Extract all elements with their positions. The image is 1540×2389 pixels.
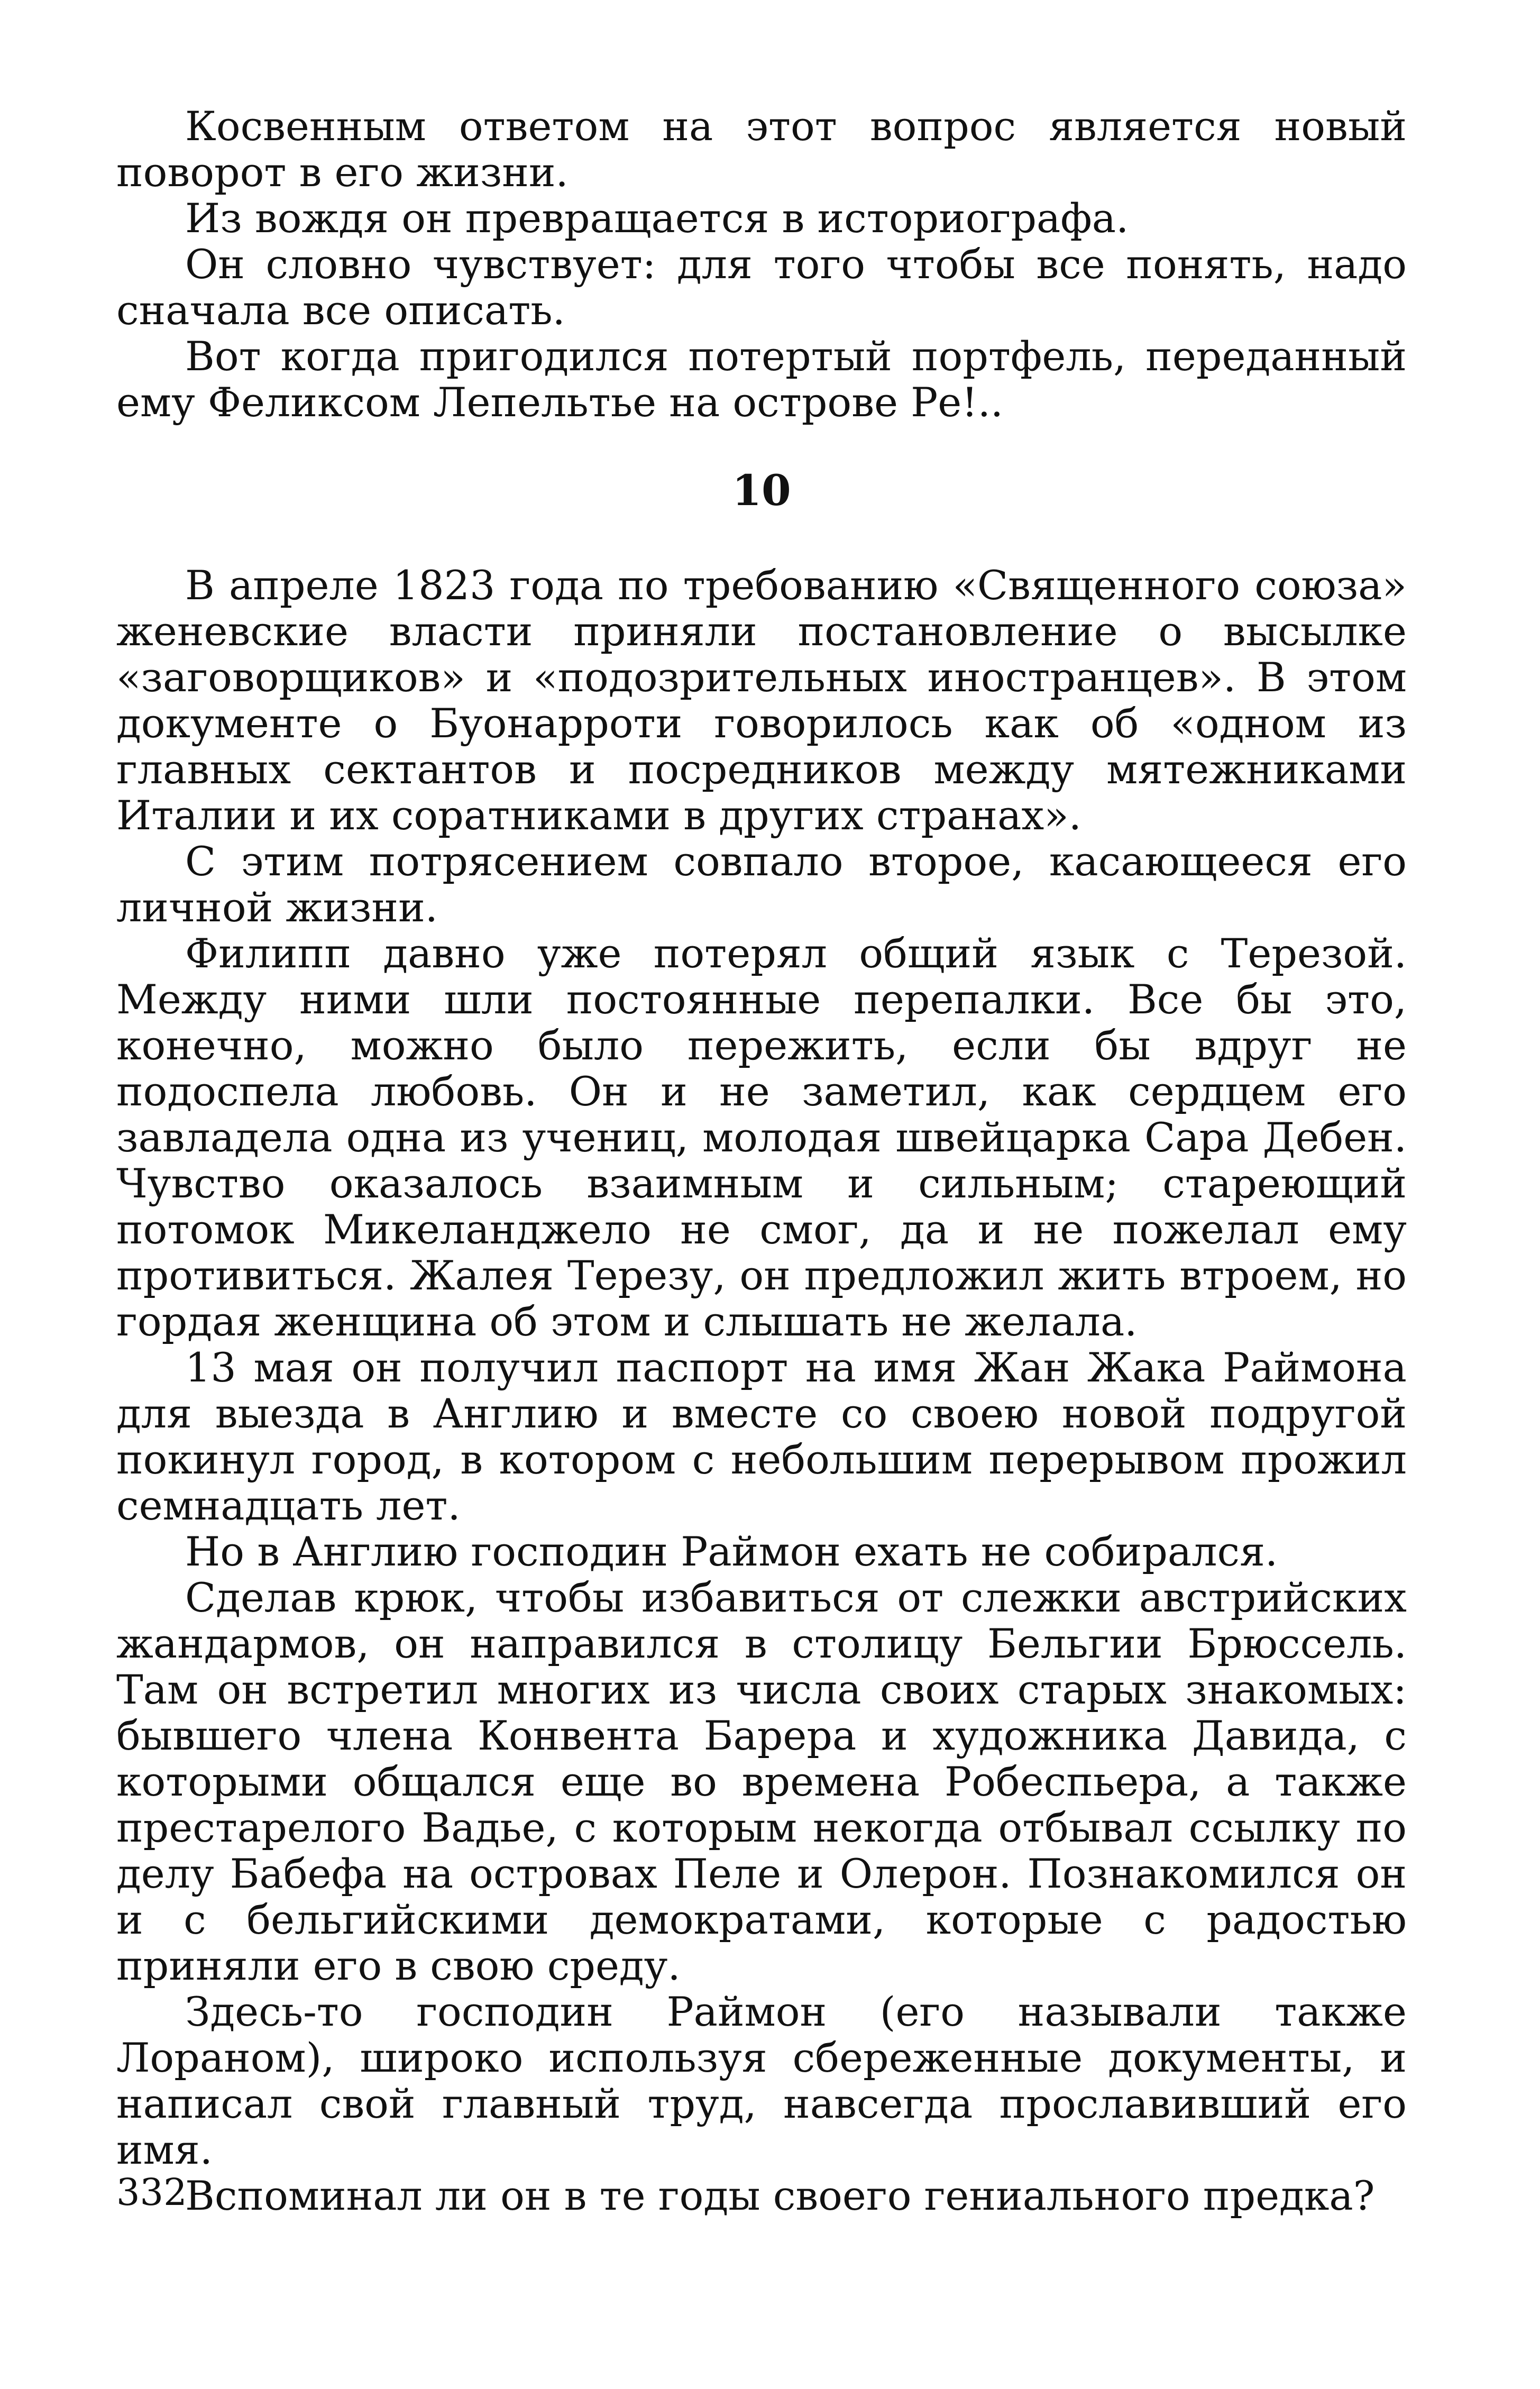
paragraph: Сделав крюк, чтобы избавиться от слежки австрийских жандармов, он направился в столицу Бельгии Брюссель. Там он встретил многих из числа своих старых знакомых: бывшего члена Конвента Барера и художника Давида, с которыми общался еще во времена Робеспьера, а также престарелого Вадье, с которым некогда отбывал ссылку по делу Бабефа на островах Пеле и Олерон. Познакомился он и с бельгийскими демократами, которые с радостью приняли его в свою среду.: [116, 1574, 1407, 1989]
paragraph: 13 мая он получил паспорт на имя Жан Жака Раймона для выезда в Англию и вместе со своею новой подругой покинул город, в котором с небольшим перерывом прожил семнадцать лет.: [116, 1344, 1407, 1529]
paragraph: Косвенным ответом на этот вопрос является новый поворот в его жизни.: [116, 103, 1407, 196]
chapter-number: 10: [732, 465, 791, 515]
paragraph: Здесь-то господин Раймон (его называли также Лораном), широко используя сбереженные документы, и написал свой главный труд, навсегда прославивший его имя.: [116, 1988, 1407, 2173]
paragraph: Филипп давно уже потерял общий язык с Терезой. Между ними шли постоянные перепалки. Все бы это, конечно, можно было пережить, если бы вдруг не подоспела любовь. Он и не заметил, как сердцем его завладела одна из учениц, молодая швейцарка Сара Дебен. Чувство оказалось взаимным и сильным; стареющий потомок Микеланджело не смог, да и не пожелал ему противиться. Жалея Терезу, он предложил жить втроем, но гордая женщина об этом и слышать не желала.: [116, 930, 1407, 1345]
paragraph: Но в Англию господин Раймон ехать не собирался.: [185, 1528, 1278, 1575]
page-number: 332: [116, 2171, 187, 2214]
text-column: [116, 103, 1407, 2219]
paragraph: Из вождя он превращается в историографа.: [185, 195, 1129, 242]
paragraph: В апреле 1823 года по требованию «Священного союза» женевские власти приняли постановление о высылке «заговорщиков» и «подозрительных иностранцев». В этом документе о Буонарроти говорилось как об «одном из главных сектантов и посредников между мятежниками Италии и их соратниками в других странах».: [116, 562, 1407, 839]
paragraph: Он словно чувствует: для того чтобы все понять, надо сначала все описать.: [116, 241, 1407, 334]
paragraph: С этим потрясением совпало второе, касающееся его личной жизни.: [116, 838, 1407, 931]
paragraph: Вот когда пригодился потертый портфель, переданный ему Феликсом Лепельтье на острове Ре!..: [116, 333, 1407, 426]
paragraph: Вспоминал ли он в те годы своего гениального предка?: [185, 2172, 1375, 2219]
